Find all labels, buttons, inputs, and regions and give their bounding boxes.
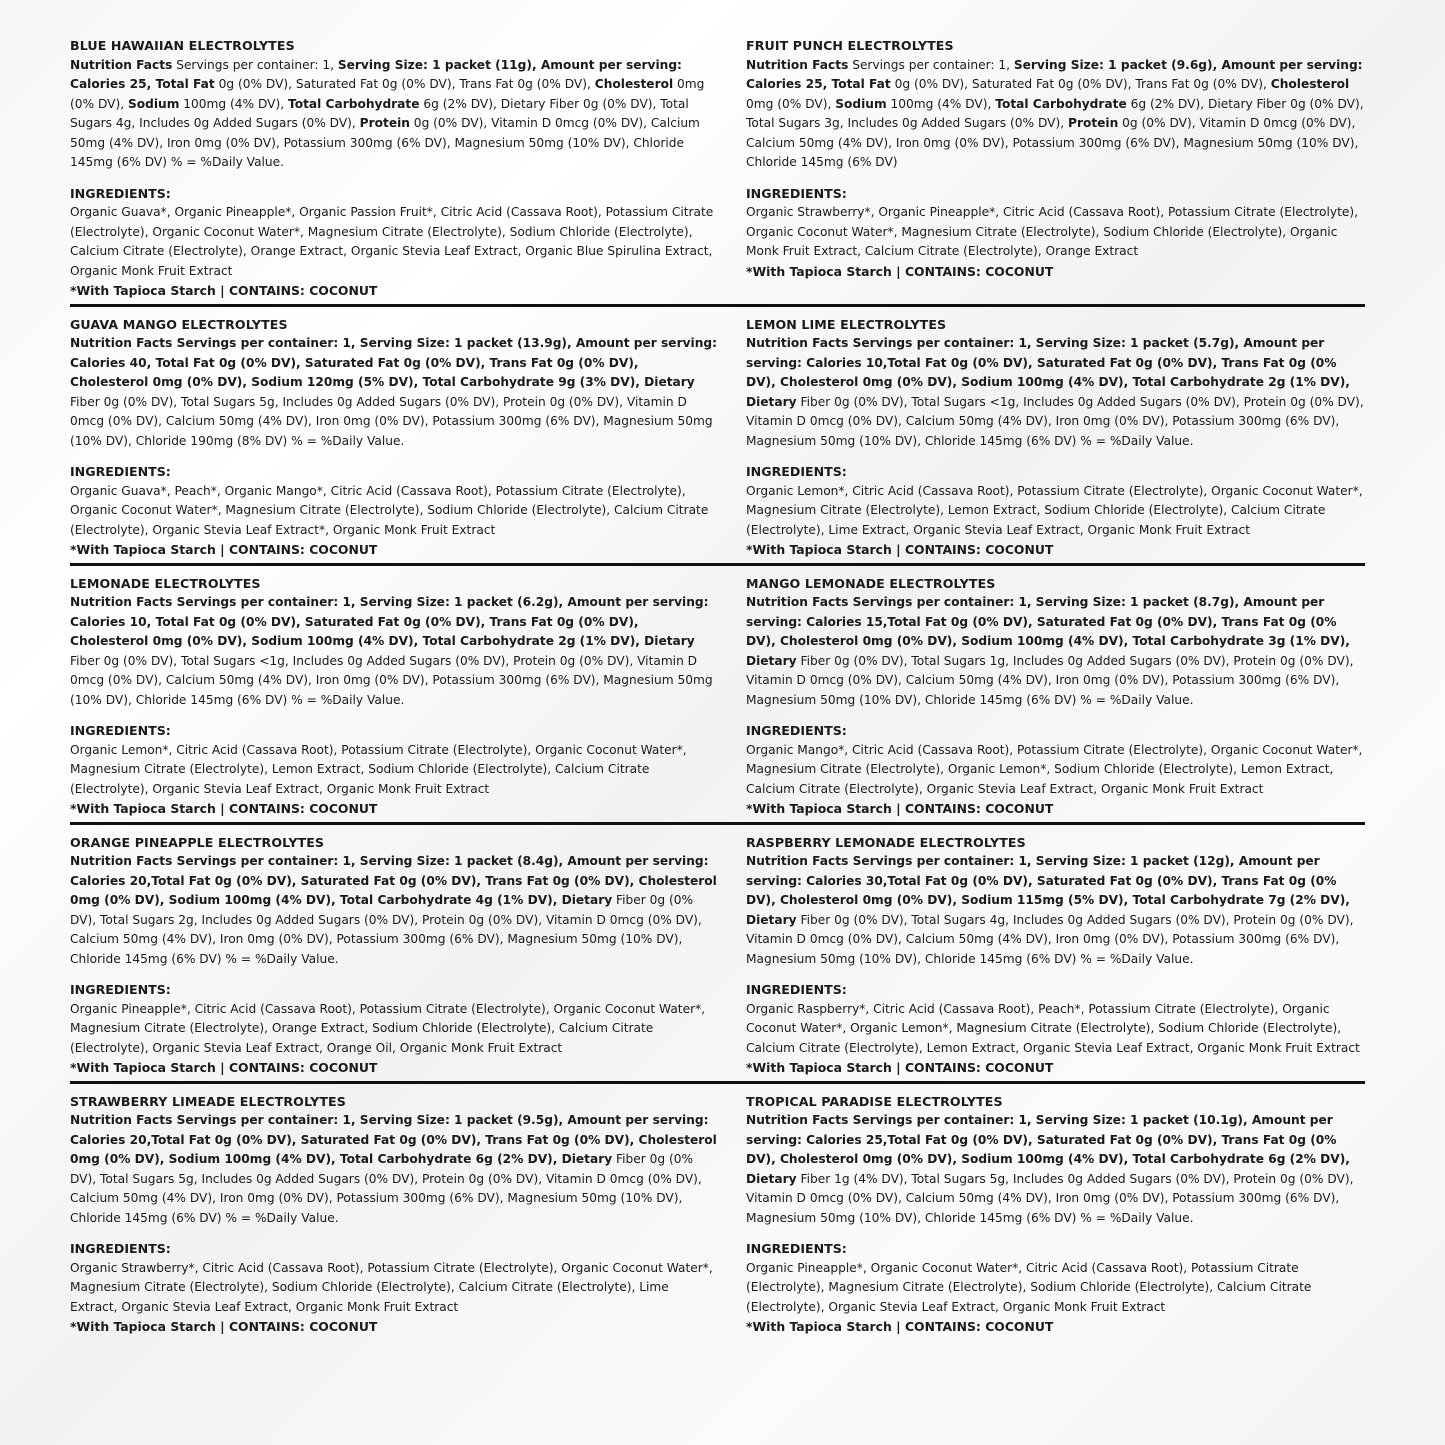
nutrition-segment: Fiber 1g (4% DV), Total Sugars 5g, Includes 0g Added Sugars (0% DV), Protein 0g (0% DV), Vitamin D 0mcg (0% DV), Calcium 50mg (4% DV), Iron 0mg (0% DV), Potassium 300mg (6% DV), Magnesium 50mg (10% DV), Chloride 145mg (6% DV) % = %Daily Value. <box>746 1171 1354 1225</box>
allergen-statement: *With Tapioca Starch | CONTAINS: COCONUT <box>70 801 378 816</box>
ingredients-list: Organic Raspberry*, Citric Acid (Cassava Root), Peach*, Potassium Citrate (Electrolyte), Organic Coconut Water*, Organic Lemon*, Magnesium Citrate (Electrolyte), Sodium Chloride (Electrolyte), Calcium Citrate (Electrolyte), Lemon Extract, Organic Stevia Leaf Extract, Organic Monk Fruit Extract <box>746 1001 1360 1055</box>
row-divider <box>70 304 1365 307</box>
row-divider <box>70 822 1365 825</box>
allergen-statement: *With Tapioca Starch | CONTAINS: COCONUT <box>746 801 1054 816</box>
nutrition-segment: Nutrition Facts Servings per container: 1, Serving Size: 1 packet (8.4g), Amount per serving: Calories 20,Total Fat 0g (0% DV), Saturated Fat 0g (0% DV), Trans Fat 0g (0% DV), Cholesterol 0mg (0% DV), Sodium 100mg (4% DV), Total Carbohydrate 4g (1% DV), Dietary <box>70 854 717 907</box>
allergen-statement: *With Tapioca Starch | CONTAINS: COCONUT <box>70 542 378 557</box>
ingredients-heading: INGREDIENTS: <box>70 185 171 201</box>
flavor-panel <box>70 570 730 819</box>
ingredients-list: Organic Guava*, Peach*, Organic Mango*, Citric Acid (Cassava Root), Potassium Citrate (Electrolyte), Organic Coconut Water*, Magnesium Citrate (Electrolyte), Sodium Chloride (Electrolyte), Calcium Citrate (Electrolyte), Organic Stevia Leaf Extract*, Organic Monk Fruit Extract <box>70 483 709 537</box>
nutrition-facts <box>70 1111 720 1228</box>
nutrition-facts <box>746 1111 1365 1228</box>
allergen-statement: *With Tapioca Starch | CONTAINS: COCONUT <box>70 1319 378 1334</box>
nutrition-segment: Nutrition Facts <box>746 57 849 72</box>
nutrition-facts <box>746 334 1365 451</box>
nutrition-segment: Serving Size: 1 packet (9.6g), Amount per serving: Calories 25, Total Fat <box>746 57 1363 91</box>
allergen-statement: *With Tapioca Starch | CONTAINS: COCONUT <box>70 283 378 298</box>
ingredients-list: Organic Strawberry*, Citric Acid (Cassava Root), Potassium Citrate (Electrolyte), Organic Coconut Water*, Magnesium Citrate (Electrolyte), Sodium Chloride (Electrolyte), Calcium Citrate (Electrolyte), Lime Extract, Organic Stevia Leaf Extract, Organic Monk Fruit Extract <box>70 1260 713 1314</box>
allergen-statement: *With Tapioca Starch | CONTAINS: COCONUT <box>70 1060 378 1075</box>
nutrition-segment: 100mg (4% DV), <box>886 96 996 111</box>
nutrition-segment: 0mg (0% DV), <box>70 77 705 111</box>
flavor-title: BLUE HAWAIIAN ELECTROLYTES <box>70 38 295 53</box>
flavor-panel <box>730 1088 1365 1337</box>
ingredients-list: Organic Guava*, Organic Pineapple*, Organic Passion Fruit*, Citric Acid (Cassava Root), Potassium Citrate (Electrolyte), Organic Coconut Water*, Magnesium Citrate (Electrolyte), Sodium Chloride (Electrolyte), Calcium Citrate (Electrolyte), Orange Extract, Organic Stevia Leaf Extract, Organic Blue Spirulina Extract, Organic Monk Fruit Extract <box>70 205 714 278</box>
nutrition-segment: Fiber 0g (0% DV), Total Sugars <1g, Includes 0g Added Sugars (0% DV), Protein 0g (0% DV), Vitamin D 0mcg (0% DV), Calcium 50mg (4% DV), Iron 0mg (0% DV), Potassium 300mg (6% DV), Magnesium 50mg (10% DV), Chloride 145mg (6% DV) % = %Daily Value. <box>746 394 1364 448</box>
flavor-panel <box>70 32 730 301</box>
allergen-statement: *With Tapioca Starch | CONTAINS: COCONUT <box>746 263 1054 279</box>
flavor-panel <box>730 570 1365 819</box>
nutrition-segment: Fiber 0g (0% DV), Total Sugars 2g, Includes 0g Added Sugars (0% DV), Protein 0g (0% DV), Vitamin D 0mcg (0% DV), Calcium 50mg (4% DV), Iron 0mg (0% DV), Potassium 300mg (6% DV), Magnesium 50mg (10% DV), Chloride 145mg (6% DV) % = %Daily Value. <box>70 893 702 966</box>
nutrition-facts <box>746 56 1365 173</box>
ingredients-list: Organic Mango*, Citric Acid (Cassava Root), Potassium Citrate (Electrolyte), Organic Coconut Water*, Magnesium Citrate (Electrolyte), Organic Lemon*, Sodium Chloride (Electrolyte), Lemon Extract, Calcium Citrate (Electrolyte), Organic Stevia Leaf Extract, Organic Monk Fruit Extract <box>746 742 1363 796</box>
nutrition-facts <box>746 852 1365 969</box>
nutrition-segment: 0g (0% DV), Saturated Fat 0g (0% DV), Trans Fat 0g (0% DV), <box>214 77 595 91</box>
nutrition-segment: Total Carbohydrate <box>995 96 1127 111</box>
nutrition-segment: Total Carbohydrate <box>288 96 420 111</box>
ingredients-heading: INGREDIENTS: <box>746 464 847 479</box>
nutrition-segment: 0mg (0% DV), <box>746 96 836 111</box>
nutrition-facts <box>70 593 720 710</box>
flavor-panel <box>70 829 730 1078</box>
flavor-title: MANGO LEMONADE ELECTROLYTES <box>746 575 996 591</box>
row-divider <box>70 563 1365 566</box>
flavor-title: RASPBERRY LEMONADE ELECTROLYTES <box>746 834 1026 850</box>
ingredients-list: Organic Lemon*, Citric Acid (Cassava Root), Potassium Citrate (Electrolyte), Organic Coconut Water*, Magnesium Citrate (Electrolyte), Lemon Extract, Sodium Chloride (Electrolyte), Calcium Citrate (Electrolyte), Organic Stevia Leaf Extract, Organic Monk Fruit Extract <box>70 742 687 796</box>
flavor-title: LEMON LIME ELECTROLYTES <box>746 316 947 332</box>
nutrition-segment: 100mg (4% DV), <box>179 96 289 111</box>
nutrition-segment: 0g (0% DV), Saturated Fat 0g (0% DV), Trans Fat 0g (0% DV), <box>890 77 1271 91</box>
flavor-title: ORANGE PINEAPPLE ELECTROLYTES <box>70 834 325 850</box>
nutrition-segment: Nutrition Facts Servings per container: 1, Serving Size: 1 packet (9.5g), Amount per serving: Calories 20,Total Fat 0g (0% DV), Saturated Fat 0g (0% DV), Trans Fat 0g (0% DV), Cholesterol 0mg (0% DV), Sodium 100mg (4% DV), Total Carbohydrate 6g (2% DV), Dietary <box>70 1113 717 1166</box>
nutrition-facts <box>70 56 720 173</box>
flavor-panel <box>730 829 1365 1078</box>
ingredients-heading: INGREDIENTS: <box>70 982 171 997</box>
nutrition-segment: Servings per container: 1, <box>172 57 338 72</box>
nutrition-segment: 6g (2% DV), Dietary Fiber 0g (0% DV), Total Sugars 4g, Includes 0g Added Sugars (0% DV), <box>70 96 689 130</box>
nutrition-facts <box>70 334 720 451</box>
nutrition-segment: Nutrition Facts Servings per container: 1, Serving Size: 1 packet (6.2g), Amount per serving: Calories 10, Total Fat 0g (0% DV), Saturated Fat 0g (0% DV), Trans Fat 0g (0% DV), Cholesterol 0mg (0% DV), Sodium 100mg (4% DV), Total Carbohydrate 2g (1% DV), Dietary <box>70 595 709 648</box>
flavor-panel <box>730 311 1365 560</box>
flavor-title: TROPICAL PARADISE ELECTROLYTES <box>746 1093 1003 1109</box>
ingredients-list: Organic Strawberry*, Organic Pineapple*, Citric Acid (Cassava Root), Potassium Citrate (Electrolyte), Organic Coconut Water*, Magnesium Citrate (Electrolyte), Sodium Chloride (Electrolyte), Organic Monk Fruit Extract, Calcium Citrate (Electrolyte), Orange Extract <box>746 205 1359 258</box>
flavor-panel <box>70 1088 730 1337</box>
nutrition-segment: Nutrition Facts <box>70 57 173 72</box>
nutrition-segment: Fiber 0g (0% DV), Total Sugars 4g, Includes 0g Added Sugars (0% DV), Protein 0g (0% DV), Vitamin D 0mcg (0% DV), Calcium 50mg (4% DV), Iron 0mg (0% DV), Potassium 300mg (6% DV), Magnesium 50mg (10% DV), Chloride 145mg (6% DV) % = %Daily Value. <box>746 912 1354 966</box>
flavor-title: GUAVA MANGO ELECTROLYTES <box>70 316 288 332</box>
flavor-panel <box>70 311 730 560</box>
ingredients-heading: INGREDIENTS: <box>746 982 847 997</box>
ingredients-heading: INGREDIENTS: <box>70 464 171 479</box>
nutrition-segment: Fiber 0g (0% DV), Total Sugars 5g, Includes 0g Added Sugars (0% DV), Protein 0g (0% DV), Vitamin D 0mcg (0% DV), Calcium 50mg (4% DV), Iron 0mg (0% DV), Potassium 300mg (6% DV), Magnesium 50mg (10% DV), Chloride 145mg (6% DV) % = %Daily Value. <box>70 1152 702 1225</box>
allergen-statement: *With Tapioca Starch | CONTAINS: COCONUT <box>746 1319 1054 1334</box>
nutrition-segment: Nutrition Facts Servings per container: 1, Serving Size: 1 packet (8.7g), Amount per serving: Calories 15,Total Fat 0g (0% DV), Saturated Fat 0g (0% DV), Trans Fat 0g (0% DV), Cholesterol 0mg (0% DV), Sodium 100mg (4% DV), Total Carbohydrate 3g (1% DV), Dietary <box>746 595 1350 668</box>
flavor-panel <box>730 32 1365 301</box>
nutrition-segment: Nutrition Facts Servings per container: 1, Serving Size: 1 packet (10.1g), Amount per serving: Calories 25,Total Fat 0g (0% DV), Saturated Fat 0g (0% DV), Trans Fat 0g (0% DV), Cholesterol 0mg (0% DV), Sodium 100mg (4% DV), Total Carbohydrate 6g (2% DV), Dietary <box>746 1113 1350 1186</box>
ingredients-heading: INGREDIENTS: <box>746 1241 847 1256</box>
allergen-statement: *With Tapioca Starch | CONTAINS: COCONUT <box>746 1060 1054 1075</box>
nutrition-segment: 0g (0% DV), Vitamin D 0mcg (0% DV), Calcium 50mg (4% DV), Iron 0mg (0% DV), Potassium 300mg (6% DV), Magnesium 50mg (10% DV), Chloride 145mg (6% DV) <box>746 116 1359 169</box>
flavor-title: LEMONADE ELECTROLYTES <box>70 575 261 591</box>
nutrition-segment: Cholesterol <box>594 77 674 91</box>
nutrition-segment: Nutrition Facts Servings per container: 1, Serving Size: 1 packet (5.7g), Amount per serving: Calories 10,Total Fat 0g (0% DV), Saturated Fat 0g (0% DV), Trans Fat 0g (0% DV), Cholesterol 0mg (0% DV), Sodium 100mg (4% DV), Total Carbohydrate 2g (1% DV), Dietary <box>746 336 1350 409</box>
nutrition-segment: 0g (0% DV), Vitamin D 0mcg (0% DV), Calcium 50mg (4% DV), Iron 0mg (0% DV), Potassium 300mg (6% DV), Magnesium 50mg (10% DV), Chloride 145mg (6% DV) % = %Daily Value. <box>70 116 700 169</box>
nutrition-segment: Serving Size: 1 packet (11g), Amount per serving: Calories 25, Total Fat <box>70 57 682 91</box>
nutrition-segment: Nutrition Facts Servings per container: 1, Serving Size: 1 packet (12g), Amount per serving: Calories 30,Total Fat 0g (0% DV), Saturated Fat 0g (0% DV), Trans Fat 0g (0% DV), Cholesterol 0mg (0% DV), Sodium 115mg (5% DV), Total Carbohydrate 7g (2% DV), Dietary <box>746 854 1350 927</box>
nutrition-segment: Protein <box>1068 116 1119 130</box>
ingredients-heading: INGREDIENTS: <box>70 723 171 738</box>
nutrition-facts <box>70 852 720 969</box>
nutrition-segment: 6g (2% DV), Dietary Fiber 0g (0% DV), Total Sugars 3g, Includes 0g Added Sugars (0% DV), <box>746 96 1364 130</box>
nutrition-segment: Fiber 0g (0% DV), Total Sugars 5g, Includes 0g Added Sugars (0% DV), Protein 0g (0% DV), Vitamin D 0mcg (0% DV), Calcium 50mg (4% DV), Iron 0mg (0% DV), Potassium 300mg (6% DV), Magnesium 50mg (10% DV), Chloride 190mg (8% DV) % = %Daily Value. <box>70 394 713 448</box>
nutrition-facts <box>746 593 1365 710</box>
ingredients-heading: INGREDIENTS: <box>746 723 847 738</box>
ingredients-list: Organic Pineapple*, Organic Coconut Water*, Citric Acid (Cassava Root), Potassium Citrate (Electrolyte), Magnesium Citrate (Electrolyte), Sodium Chloride (Electrolyte), Calcium Citrate (Electrolyte), Organic Stevia Leaf Extract, Organic Monk Fruit Extract <box>746 1260 1312 1314</box>
nutrition-segment: Protein <box>359 116 410 130</box>
flavor-title: STRAWBERRY LIMEADE ELECTROLYTES <box>70 1093 346 1109</box>
allergen-statement: *With Tapioca Starch | CONTAINS: COCONUT <box>746 542 1054 557</box>
nutrition-segment: Servings per container: 1, <box>848 57 1014 72</box>
nutrition-segment: Cholesterol <box>1270 77 1350 91</box>
nutrition-segment: Nutrition Facts Servings per container: 1, Serving Size: 1 packet (13.9g), Amount per serving: Calories 40, Total Fat 0g (0% DV), Saturated Fat 0g (0% DV), Trans Fat 0g (0% DV), Cholesterol 0mg (0% DV), Sodium 120mg (5% DV), Total Carbohydrate 9g (3% DV), Dietary <box>70 336 717 389</box>
ingredients-heading: INGREDIENTS: <box>70 1241 171 1256</box>
ingredients-list: Organic Pineapple*, Citric Acid (Cassava Root), Potassium Citrate (Electrolyte), Organic Coconut Water*, Magnesium Citrate (Electrolyte), Orange Extract, Sodium Chloride (Electrolyte), Calcium Citrate (Electrolyte), Organic Stevia Leaf Extract, Orange Oil, Organic Monk Fruit Extract <box>70 1001 706 1055</box>
nutrition-segment: Fiber 0g (0% DV), Total Sugars 1g, Includes 0g Added Sugars (0% DV), Protein 0g (0% DV), Vitamin D 0mcg (0% DV), Calcium 50mg (4% DV), Iron 0mg (0% DV), Potassium 300mg (6% DV), Magnesium 50mg (10% DV), Chloride 145mg (6% DV) % = %Daily Value. <box>746 653 1354 707</box>
flavor-title: FRUIT PUNCH ELECTROLYTES <box>746 38 954 53</box>
nutrition-grid <box>70 32 1365 1337</box>
ingredients-heading: INGREDIENTS: <box>746 185 847 201</box>
row-divider <box>70 1081 1365 1084</box>
nutrition-segment: Fiber 0g (0% DV), Total Sugars <1g, Includes 0g Added Sugars (0% DV), Protein 0g (0% DV), Vitamin D 0mcg (0% DV), Calcium 50mg (4% DV), Iron 0mg (0% DV), Potassium 300mg (6% DV), Magnesium 50mg (10% DV), Chloride 145mg (6% DV) % = %Daily Value. <box>70 653 713 707</box>
nutrition-segment: Sodium <box>835 96 887 111</box>
ingredients-list: Organic Lemon*, Citric Acid (Cassava Root), Potassium Citrate (Electrolyte), Organic Coconut Water*, Magnesium Citrate (Electrolyte), Lemon Extract, Sodium Chloride (Electrolyte), Calcium Citrate (Electrolyte), Lime Extract, Organic Stevia Leaf Extract, Organic Monk Fruit Extract <box>746 483 1363 537</box>
nutrition-segment: Sodium <box>127 96 180 111</box>
